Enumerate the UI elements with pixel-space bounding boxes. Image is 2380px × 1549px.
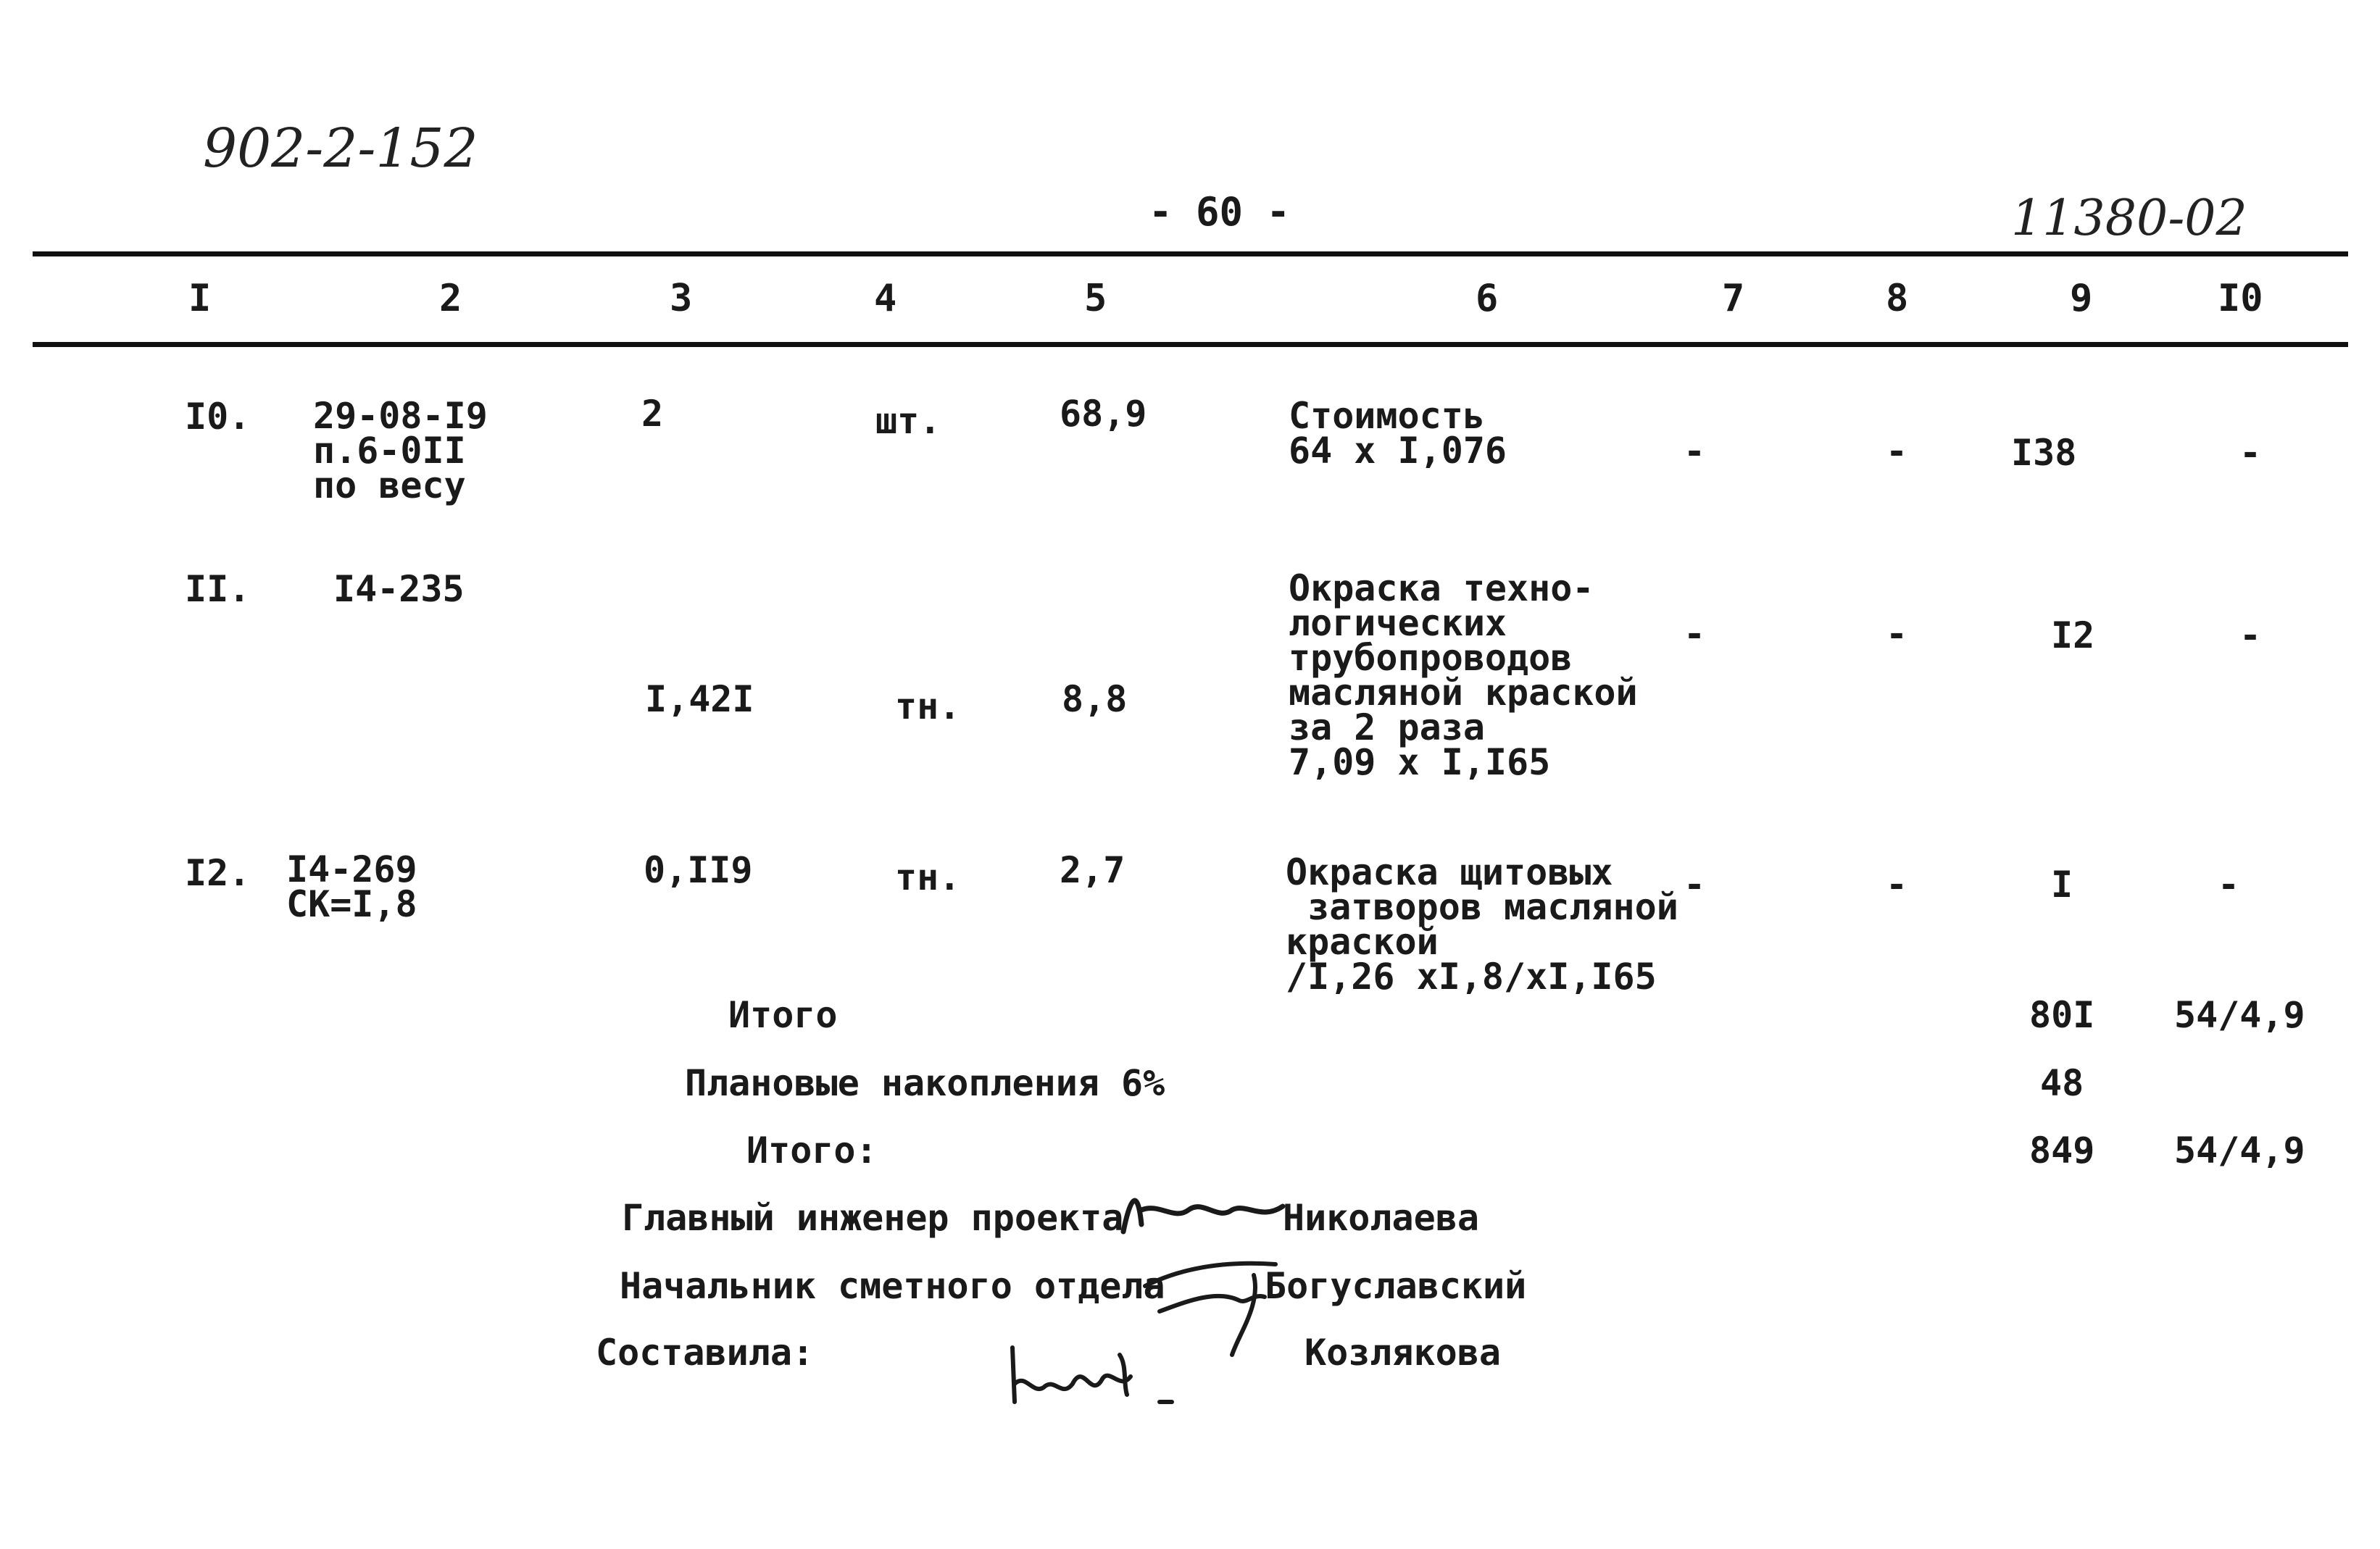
row-number: I2.	[185, 852, 251, 894]
row-quantity: I,42I	[645, 678, 754, 720]
chief-engineer-label: Главный инженер проекта	[622, 1197, 1124, 1239]
row-col10: -	[2239, 432, 2262, 474]
col-header-2: 2	[439, 277, 462, 320]
planned-savings-label: Плановые накопления 6%	[685, 1062, 1165, 1104]
compiler-signature	[1004, 1333, 1207, 1413]
row-description: Окраска техно- логических трубопроводов масляной краской за 2 раза 7,09 х I,I65	[1289, 567, 1638, 783]
col-header-1: I	[188, 277, 212, 320]
row-code: I4-269 СК=I,8	[286, 848, 417, 925]
subtotal-col9: 80I	[2029, 994, 2095, 1036]
row-col10: -	[2218, 864, 2240, 906]
col-header-4: 4	[874, 277, 897, 320]
row-unit: шт.	[875, 400, 941, 442]
page-number: - 60 -	[1149, 189, 1291, 235]
row-number: II.	[185, 568, 251, 610]
row-col8: -	[1886, 864, 1908, 906]
row-col9: I	[2051, 864, 2073, 906]
estimate-head-label: Начальник сметного отдела	[620, 1265, 1165, 1307]
row-unit: тн.	[895, 685, 961, 727]
row-unit: тн.	[895, 856, 961, 898]
row-col8: -	[1886, 613, 1908, 655]
col-header-6: 6	[1476, 277, 1499, 320]
row-quantity: 0,II9	[644, 849, 753, 891]
estimate-head-name: Богуславский	[1265, 1265, 1527, 1307]
total-col10: 54/4,9	[2174, 1130, 2305, 1172]
chief-engineer-name: Николаева	[1283, 1197, 1479, 1239]
document-number-handwritten: 11380-02	[2011, 190, 2247, 247]
row-number: I0.	[185, 396, 251, 438]
project-code-handwritten: 902-2-152	[203, 117, 478, 180]
col-header-5: 5	[1084, 277, 1107, 320]
total-label: Итого:	[746, 1130, 878, 1172]
total-col9: 849	[2029, 1130, 2095, 1172]
header-bottom-rule	[33, 342, 2348, 347]
row-price: 8,8	[1062, 678, 1128, 720]
row-col7: -	[1684, 430, 1706, 472]
row-quantity: 2	[641, 393, 664, 435]
row-price: 2,7	[1060, 849, 1125, 891]
subtotal-label: Итого	[728, 994, 838, 1036]
col-header-8: 8	[1886, 277, 1909, 320]
col-header-3: 3	[670, 277, 693, 320]
row-col9: I38	[2011, 432, 2077, 474]
compiled-by-label: Составила:	[596, 1332, 815, 1374]
planned-savings-col9: 48	[2040, 1062, 2084, 1104]
col-header-9: 9	[2070, 277, 2093, 320]
row-code: 29-08-I9 п.6-0II по весу	[313, 395, 488, 506]
table-top-rule	[33, 251, 2348, 256]
col-header-7: 7	[1722, 277, 1745, 320]
row-code: I4-235	[333, 568, 465, 610]
row-price: 68,9	[1060, 393, 1147, 435]
row-description: Стоимость 64 х I,076	[1289, 395, 1507, 472]
row-col7: -	[1684, 613, 1706, 655]
row-col7: -	[1684, 864, 1706, 906]
row-col9: I2	[2051, 614, 2095, 656]
col-header-10: I0	[2218, 277, 2263, 320]
row-col8: -	[1886, 430, 1908, 472]
row-col10: -	[2239, 614, 2262, 656]
row-description: Окраска щитовых затворов масляной краской /I,26 хI,8/хI,I65	[1286, 851, 1678, 998]
subtotal-col10: 54/4,9	[2174, 994, 2305, 1036]
compiled-by-name: Козлякова	[1305, 1332, 1501, 1374]
